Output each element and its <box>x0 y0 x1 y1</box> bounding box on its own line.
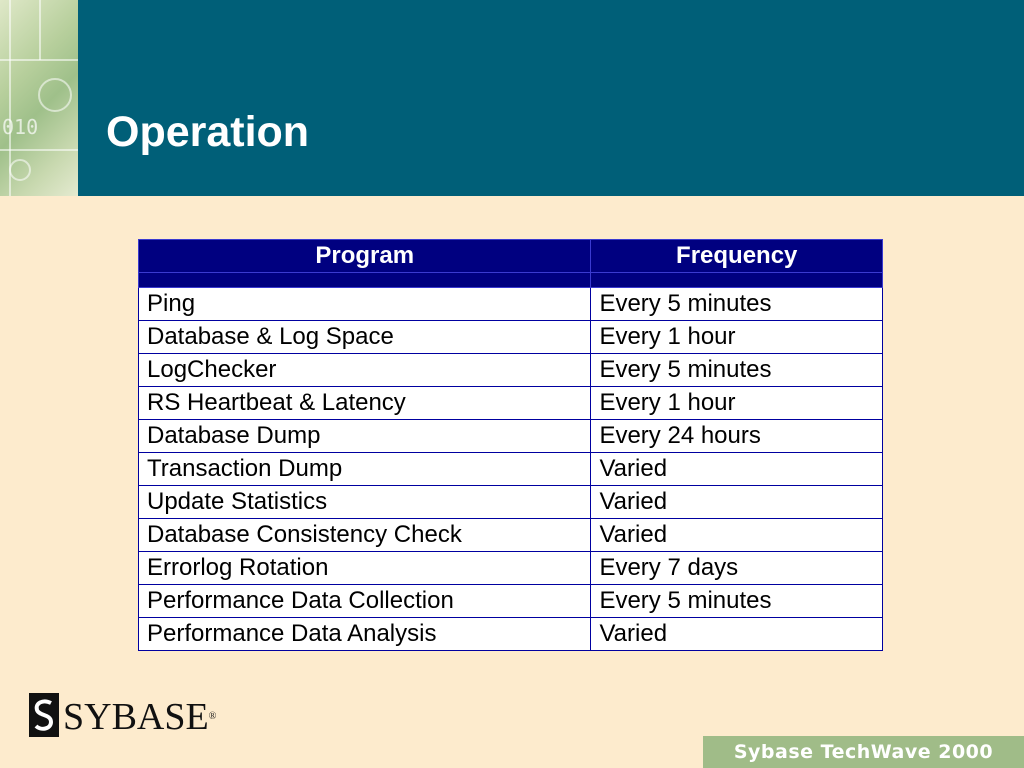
frequency-cell: Varied <box>591 519 883 552</box>
frequency-cell: Varied <box>591 486 883 519</box>
binary-text: 010 <box>2 115 39 139</box>
table-row <box>139 486 883 519</box>
frequency-cell: Every 1 hour <box>591 387 883 420</box>
spacer-cell <box>591 273 883 288</box>
frequency-cell: Every 5 minutes <box>591 585 883 618</box>
table-row <box>139 453 883 486</box>
table-row <box>139 387 883 420</box>
program-cell: Transaction Dump <box>139 453 591 486</box>
frequency-table <box>138 239 883 651</box>
column-header-frequency: Frequency <box>591 240 883 273</box>
conference-banner: Sybase TechWave 2000 <box>703 736 1024 768</box>
program-cell: Database Dump <box>139 420 591 453</box>
sybase-logo-mark-icon <box>29 693 59 737</box>
table-row <box>139 420 883 453</box>
table-row <box>139 585 883 618</box>
program-cell: LogChecker <box>139 354 591 387</box>
frequency-cell: Varied <box>591 453 883 486</box>
program-cell: Update Statistics <box>139 486 591 519</box>
header-decoration-image <box>0 0 78 196</box>
frequency-cell: Every 5 minutes <box>591 354 883 387</box>
sybase-logo <box>29 693 217 739</box>
column-header-program: Program <box>139 240 591 273</box>
table-row <box>139 354 883 387</box>
program-cell: Database & Log Space <box>139 321 591 354</box>
program-cell: Errorlog Rotation <box>139 552 591 585</box>
frequency-cell: Every 5 minutes <box>591 288 883 321</box>
frequency-cell: Every 7 days <box>591 552 883 585</box>
header-spacer-row <box>139 273 883 288</box>
program-cell: RS Heartbeat & Latency <box>139 387 591 420</box>
table-header-row <box>139 240 883 273</box>
table-row <box>139 552 883 585</box>
circuit-pattern-icon <box>0 0 78 196</box>
table-row <box>139 618 883 651</box>
table-row <box>139 519 883 552</box>
table-row <box>139 321 883 354</box>
frequency-cell: Every 24 hours <box>591 420 883 453</box>
table-row <box>139 288 883 321</box>
page-title: Operation <box>106 108 310 156</box>
spacer-cell <box>139 273 591 288</box>
registered-mark: ® <box>208 711 217 722</box>
program-cell: Performance Data Analysis <box>139 618 591 651</box>
frequency-cell: Varied <box>591 618 883 651</box>
program-cell: Performance Data Collection <box>139 585 591 618</box>
frequency-cell: Every 1 hour <box>591 321 883 354</box>
program-cell: Database Consistency Check <box>139 519 591 552</box>
program-cell: Ping <box>139 288 591 321</box>
logo-wordmark: SYBASE <box>63 696 209 738</box>
header-bar <box>0 0 1024 196</box>
